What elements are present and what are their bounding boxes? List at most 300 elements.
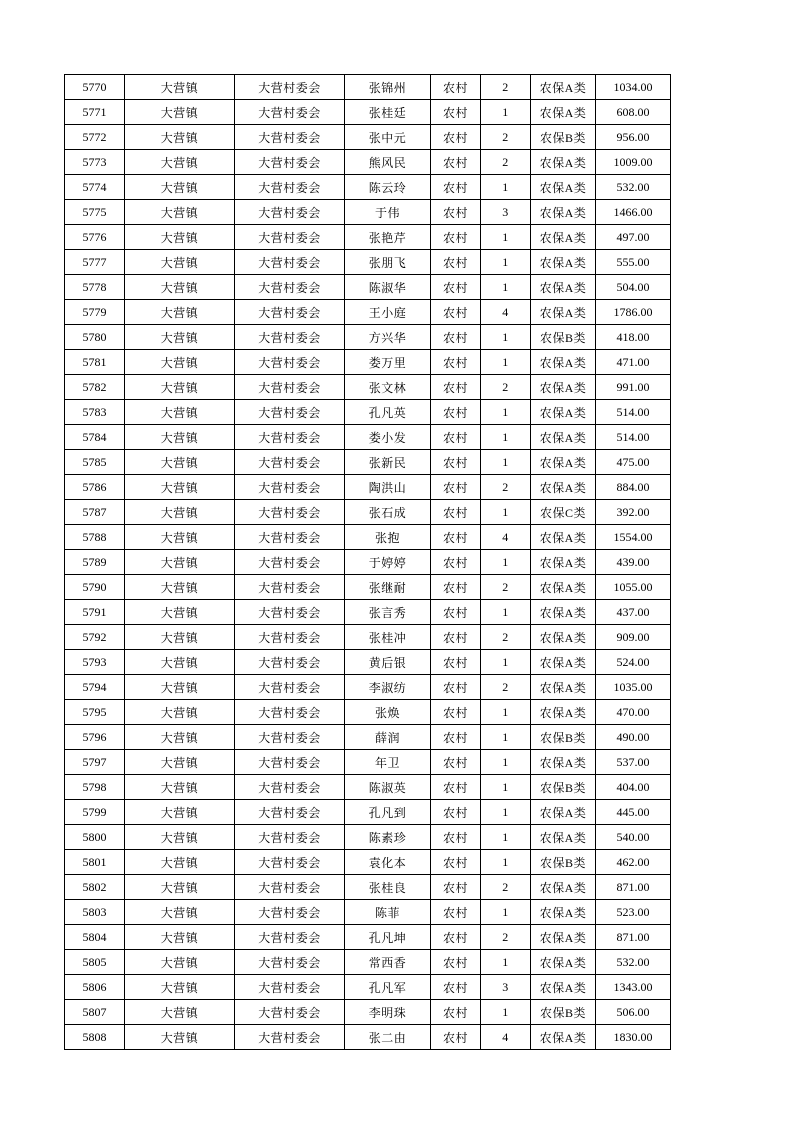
- cell-serial: 5775: [65, 200, 125, 225]
- cell-village: 大营村委会: [235, 500, 345, 525]
- payment-table: [64, 74, 671, 1050]
- cell-area: 农村: [431, 525, 481, 550]
- cell-category: 农保A类: [531, 650, 596, 675]
- cell-count: 1: [481, 325, 531, 350]
- cell-amount: 1466.00: [596, 200, 671, 225]
- cell-category: 农保B类: [531, 725, 596, 750]
- cell-serial: 5801: [65, 850, 125, 875]
- cell-amount: 470.00: [596, 700, 671, 725]
- cell-area: 农村: [431, 425, 481, 450]
- cell-amount: 1035.00: [596, 675, 671, 700]
- cell-area: 农村: [431, 775, 481, 800]
- cell-name: 李淑纺: [345, 675, 431, 700]
- cell-village: 大营村委会: [235, 150, 345, 175]
- cell-area: 农村: [431, 175, 481, 200]
- cell-category: 农保A类: [531, 200, 596, 225]
- cell-village: 大营村委会: [235, 550, 345, 575]
- cell-count: 2: [481, 475, 531, 500]
- cell-name: 常西香: [345, 950, 431, 975]
- cell-category: 农保A类: [531, 300, 596, 325]
- cell-name: 王小庭: [345, 300, 431, 325]
- cell-category: 农保A类: [531, 700, 596, 725]
- cell-area: 农村: [431, 1000, 481, 1025]
- cell-serial: 5778: [65, 275, 125, 300]
- cell-amount: 532.00: [596, 950, 671, 975]
- cell-count: 1: [481, 275, 531, 300]
- cell-count: 3: [481, 200, 531, 225]
- cell-amount: 524.00: [596, 650, 671, 675]
- cell-category: 农保A类: [531, 225, 596, 250]
- table-row: [65, 575, 671, 600]
- cell-count: 2: [481, 575, 531, 600]
- cell-town: 大营镇: [125, 150, 235, 175]
- cell-amount: 439.00: [596, 550, 671, 575]
- cell-village: 大营村委会: [235, 800, 345, 825]
- cell-village: 大营村委会: [235, 475, 345, 500]
- cell-amount: 884.00: [596, 475, 671, 500]
- cell-count: 1: [481, 1000, 531, 1025]
- cell-area: 农村: [431, 200, 481, 225]
- cell-name: 张桂冲: [345, 625, 431, 650]
- cell-amount: 1786.00: [596, 300, 671, 325]
- cell-area: 农村: [431, 350, 481, 375]
- cell-serial: 5780: [65, 325, 125, 350]
- cell-area: 农村: [431, 475, 481, 500]
- cell-town: 大营镇: [125, 175, 235, 200]
- table-row: [65, 1025, 671, 1050]
- cell-village: 大营村委会: [235, 250, 345, 275]
- cell-area: 农村: [431, 75, 481, 100]
- cell-amount: 956.00: [596, 125, 671, 150]
- cell-amount: 871.00: [596, 925, 671, 950]
- cell-town: 大营镇: [125, 250, 235, 275]
- cell-amount: 506.00: [596, 1000, 671, 1025]
- cell-count: 1: [481, 175, 531, 200]
- table-row: [65, 100, 671, 125]
- cell-count: 1: [481, 750, 531, 775]
- cell-name: 陈素珍: [345, 825, 431, 850]
- cell-amount: 475.00: [596, 450, 671, 475]
- cell-town: 大营镇: [125, 275, 235, 300]
- cell-village: 大营村委会: [235, 950, 345, 975]
- cell-town: 大营镇: [125, 950, 235, 975]
- cell-name: 张桂廷: [345, 100, 431, 125]
- cell-count: 2: [481, 75, 531, 100]
- cell-name: 孔凡英: [345, 400, 431, 425]
- cell-amount: 392.00: [596, 500, 671, 525]
- table-row: [65, 425, 671, 450]
- cell-area: 农村: [431, 825, 481, 850]
- table-row: [65, 250, 671, 275]
- table-row: [65, 125, 671, 150]
- cell-category: 农保A类: [531, 625, 596, 650]
- cell-amount: 497.00: [596, 225, 671, 250]
- cell-town: 大营镇: [125, 900, 235, 925]
- cell-town: 大营镇: [125, 650, 235, 675]
- cell-town: 大营镇: [125, 600, 235, 625]
- cell-village: 大营村委会: [235, 425, 345, 450]
- payment-table-body: [65, 75, 671, 1050]
- cell-category: 农保A类: [531, 875, 596, 900]
- cell-count: 1: [481, 100, 531, 125]
- cell-village: 大营村委会: [235, 775, 345, 800]
- cell-amount: 1009.00: [596, 150, 671, 175]
- cell-category: 农保A类: [531, 925, 596, 950]
- cell-category: 农保A类: [531, 750, 596, 775]
- cell-count: 1: [481, 950, 531, 975]
- cell-amount: 1343.00: [596, 975, 671, 1000]
- cell-serial: 5772: [65, 125, 125, 150]
- cell-serial: 5792: [65, 625, 125, 650]
- cell-town: 大营镇: [125, 800, 235, 825]
- cell-village: 大营村委会: [235, 200, 345, 225]
- cell-town: 大营镇: [125, 400, 235, 425]
- cell-area: 农村: [431, 300, 481, 325]
- cell-town: 大营镇: [125, 125, 235, 150]
- cell-town: 大营镇: [125, 975, 235, 1000]
- cell-area: 农村: [431, 325, 481, 350]
- cell-serial: 5776: [65, 225, 125, 250]
- table-row: [65, 875, 671, 900]
- cell-amount: 871.00: [596, 875, 671, 900]
- cell-count: 1: [481, 500, 531, 525]
- cell-town: 大营镇: [125, 450, 235, 475]
- table-row: [65, 225, 671, 250]
- cell-name: 薛润: [345, 725, 431, 750]
- table-row: [65, 150, 671, 175]
- cell-area: 农村: [431, 900, 481, 925]
- cell-town: 大营镇: [125, 325, 235, 350]
- cell-category: 农保A类: [531, 275, 596, 300]
- cell-category: 农保A类: [531, 600, 596, 625]
- cell-amount: 1034.00: [596, 75, 671, 100]
- cell-village: 大营村委会: [235, 1000, 345, 1025]
- cell-category: 农保A类: [531, 450, 596, 475]
- cell-village: 大营村委会: [235, 750, 345, 775]
- cell-amount: 514.00: [596, 400, 671, 425]
- cell-name: 袁化本: [345, 850, 431, 875]
- cell-serial: 5804: [65, 925, 125, 950]
- cell-area: 农村: [431, 750, 481, 775]
- cell-serial: 5805: [65, 950, 125, 975]
- table-row: [65, 950, 671, 975]
- table-row: [65, 775, 671, 800]
- cell-serial: 5795: [65, 700, 125, 725]
- cell-amount: 555.00: [596, 250, 671, 275]
- table-row: [65, 525, 671, 550]
- cell-serial: 5774: [65, 175, 125, 200]
- cell-category: 农保A类: [531, 675, 596, 700]
- cell-serial: 5787: [65, 500, 125, 525]
- cell-serial: 5798: [65, 775, 125, 800]
- cell-area: 农村: [431, 650, 481, 675]
- cell-town: 大营镇: [125, 625, 235, 650]
- cell-town: 大营镇: [125, 700, 235, 725]
- cell-town: 大营镇: [125, 75, 235, 100]
- cell-name: 陶洪山: [345, 475, 431, 500]
- cell-village: 大营村委会: [235, 125, 345, 150]
- table-row: [65, 725, 671, 750]
- cell-name: 张言秀: [345, 600, 431, 625]
- cell-category: 农保A类: [531, 975, 596, 1000]
- cell-count: 1: [481, 900, 531, 925]
- cell-village: 大营村委会: [235, 525, 345, 550]
- cell-village: 大营村委会: [235, 625, 345, 650]
- cell-area: 农村: [431, 275, 481, 300]
- cell-count: 1: [481, 825, 531, 850]
- table-row: [65, 1000, 671, 1025]
- cell-amount: 540.00: [596, 825, 671, 850]
- cell-serial: 5782: [65, 375, 125, 400]
- cell-town: 大营镇: [125, 925, 235, 950]
- cell-serial: 5793: [65, 650, 125, 675]
- table-row: [65, 275, 671, 300]
- cell-count: 4: [481, 525, 531, 550]
- cell-serial: 5807: [65, 1000, 125, 1025]
- cell-serial: 5794: [65, 675, 125, 700]
- cell-village: 大营村委会: [235, 375, 345, 400]
- cell-village: 大营村委会: [235, 875, 345, 900]
- cell-category: 农保A类: [531, 400, 596, 425]
- cell-name: 张锦州: [345, 75, 431, 100]
- cell-count: 1: [481, 400, 531, 425]
- cell-town: 大营镇: [125, 100, 235, 125]
- cell-serial: 5789: [65, 550, 125, 575]
- cell-area: 农村: [431, 950, 481, 975]
- cell-count: 3: [481, 975, 531, 1000]
- cell-category: 农保A类: [531, 150, 596, 175]
- cell-serial: 5799: [65, 800, 125, 825]
- cell-area: 农村: [431, 575, 481, 600]
- cell-town: 大营镇: [125, 1000, 235, 1025]
- cell-name: 张焕: [345, 700, 431, 725]
- cell-amount: 471.00: [596, 350, 671, 375]
- cell-name: 张石成: [345, 500, 431, 525]
- cell-serial: 5803: [65, 900, 125, 925]
- cell-amount: 504.00: [596, 275, 671, 300]
- cell-count: 1: [481, 775, 531, 800]
- table-row: [65, 850, 671, 875]
- cell-name: 熊风民: [345, 150, 431, 175]
- cell-count: 2: [481, 675, 531, 700]
- cell-area: 农村: [431, 100, 481, 125]
- cell-category: 农保A类: [531, 550, 596, 575]
- cell-count: 1: [481, 800, 531, 825]
- table-row: [65, 350, 671, 375]
- cell-count: 1: [481, 550, 531, 575]
- cell-category: 农保B类: [531, 1000, 596, 1025]
- cell-area: 农村: [431, 625, 481, 650]
- cell-name: 张文林: [345, 375, 431, 400]
- cell-serial: 5802: [65, 875, 125, 900]
- table-row: [65, 300, 671, 325]
- cell-town: 大营镇: [125, 350, 235, 375]
- cell-name: 张二由: [345, 1025, 431, 1050]
- cell-category: 农保A类: [531, 950, 596, 975]
- cell-village: 大营村委会: [235, 100, 345, 125]
- cell-serial: 5790: [65, 575, 125, 600]
- cell-serial: 5797: [65, 750, 125, 775]
- cell-amount: 1554.00: [596, 525, 671, 550]
- cell-count: 1: [481, 225, 531, 250]
- cell-amount: 523.00: [596, 900, 671, 925]
- table-row: [65, 600, 671, 625]
- table-row: [65, 550, 671, 575]
- cell-amount: 490.00: [596, 725, 671, 750]
- cell-town: 大营镇: [125, 1025, 235, 1050]
- cell-category: 农保A类: [531, 1025, 596, 1050]
- cell-count: 2: [481, 125, 531, 150]
- cell-village: 大营村委会: [235, 825, 345, 850]
- cell-town: 大营镇: [125, 850, 235, 875]
- cell-village: 大营村委会: [235, 350, 345, 375]
- cell-count: 2: [481, 625, 531, 650]
- cell-serial: 5785: [65, 450, 125, 475]
- cell-category: 农保A类: [531, 75, 596, 100]
- cell-town: 大营镇: [125, 775, 235, 800]
- cell-category: 农保A类: [531, 825, 596, 850]
- cell-serial: 5791: [65, 600, 125, 625]
- cell-village: 大营村委会: [235, 725, 345, 750]
- cell-count: 2: [481, 150, 531, 175]
- cell-name: 于伟: [345, 200, 431, 225]
- cell-serial: 5786: [65, 475, 125, 500]
- cell-serial: 5783: [65, 400, 125, 425]
- table-row: [65, 925, 671, 950]
- cell-name: 孔凡坤: [345, 925, 431, 950]
- cell-name: 黄后银: [345, 650, 431, 675]
- cell-count: 1: [481, 850, 531, 875]
- cell-area: 农村: [431, 875, 481, 900]
- cell-category: 农保B类: [531, 325, 596, 350]
- cell-name: 张继耐: [345, 575, 431, 600]
- cell-village: 大营村委会: [235, 450, 345, 475]
- table-row: [65, 325, 671, 350]
- cell-category: 农保A类: [531, 425, 596, 450]
- cell-serial: 5781: [65, 350, 125, 375]
- cell-town: 大营镇: [125, 825, 235, 850]
- table-row: [65, 475, 671, 500]
- cell-count: 4: [481, 1025, 531, 1050]
- cell-town: 大营镇: [125, 750, 235, 775]
- cell-serial: 5796: [65, 725, 125, 750]
- cell-amount: 909.00: [596, 625, 671, 650]
- cell-area: 农村: [431, 375, 481, 400]
- cell-town: 大营镇: [125, 875, 235, 900]
- cell-village: 大营村委会: [235, 700, 345, 725]
- cell-serial: 5779: [65, 300, 125, 325]
- cell-town: 大营镇: [125, 375, 235, 400]
- cell-town: 大营镇: [125, 725, 235, 750]
- cell-count: 1: [481, 650, 531, 675]
- table-row: [65, 825, 671, 850]
- cell-area: 农村: [431, 450, 481, 475]
- cell-category: 农保A类: [531, 350, 596, 375]
- cell-name: 张艳芹: [345, 225, 431, 250]
- table-row: [65, 675, 671, 700]
- cell-amount: 418.00: [596, 325, 671, 350]
- cell-town: 大营镇: [125, 550, 235, 575]
- table-row: [65, 400, 671, 425]
- cell-area: 农村: [431, 725, 481, 750]
- cell-name: 陈云玲: [345, 175, 431, 200]
- cell-area: 农村: [431, 850, 481, 875]
- cell-amount: 514.00: [596, 425, 671, 450]
- cell-name: 李明珠: [345, 1000, 431, 1025]
- cell-area: 农村: [431, 400, 481, 425]
- cell-count: 2: [481, 875, 531, 900]
- cell-village: 大营村委会: [235, 600, 345, 625]
- cell-count: 1: [481, 450, 531, 475]
- cell-amount: 1830.00: [596, 1025, 671, 1050]
- cell-category: 农保C类: [531, 500, 596, 525]
- cell-town: 大营镇: [125, 500, 235, 525]
- cell-serial: 5770: [65, 75, 125, 100]
- cell-name: 于婷婷: [345, 550, 431, 575]
- cell-category: 农保B类: [531, 125, 596, 150]
- cell-town: 大营镇: [125, 575, 235, 600]
- cell-count: 1: [481, 350, 531, 375]
- cell-serial: 5808: [65, 1025, 125, 1050]
- cell-category: 农保A类: [531, 475, 596, 500]
- cell-category: 农保A类: [531, 800, 596, 825]
- cell-category: 农保A类: [531, 575, 596, 600]
- cell-village: 大营村委会: [235, 650, 345, 675]
- cell-amount: 537.00: [596, 750, 671, 775]
- cell-area: 农村: [431, 125, 481, 150]
- cell-category: 农保A类: [531, 100, 596, 125]
- cell-count: 1: [481, 425, 531, 450]
- cell-village: 大营村委会: [235, 850, 345, 875]
- cell-village: 大营村委会: [235, 175, 345, 200]
- table-row: [65, 75, 671, 100]
- cell-area: 农村: [431, 700, 481, 725]
- cell-serial: 5800: [65, 825, 125, 850]
- cell-name: 陈菲: [345, 900, 431, 925]
- cell-town: 大营镇: [125, 475, 235, 500]
- cell-amount: 991.00: [596, 375, 671, 400]
- cell-area: 农村: [431, 675, 481, 700]
- cell-village: 大营村委会: [235, 925, 345, 950]
- cell-name: 娄小发: [345, 425, 431, 450]
- cell-village: 大营村委会: [235, 1025, 345, 1050]
- cell-area: 农村: [431, 550, 481, 575]
- table-row: [65, 200, 671, 225]
- cell-category: 农保B类: [531, 850, 596, 875]
- table-row: [65, 975, 671, 1000]
- table-row: [65, 650, 671, 675]
- cell-area: 农村: [431, 500, 481, 525]
- cell-amount: 1055.00: [596, 575, 671, 600]
- table-row: [65, 700, 671, 725]
- cell-category: 农保B类: [531, 775, 596, 800]
- cell-count: 4: [481, 300, 531, 325]
- cell-village: 大营村委会: [235, 900, 345, 925]
- cell-village: 大营村委会: [235, 325, 345, 350]
- table-row: [65, 750, 671, 775]
- cell-area: 农村: [431, 225, 481, 250]
- cell-name: 孔凡到: [345, 800, 431, 825]
- table-row: [65, 175, 671, 200]
- cell-name: 陈淑华: [345, 275, 431, 300]
- cell-serial: 5771: [65, 100, 125, 125]
- cell-name: 张中元: [345, 125, 431, 150]
- cell-village: 大营村委会: [235, 975, 345, 1000]
- cell-serial: 5777: [65, 250, 125, 275]
- cell-area: 农村: [431, 250, 481, 275]
- cell-amount: 532.00: [596, 175, 671, 200]
- cell-amount: 608.00: [596, 100, 671, 125]
